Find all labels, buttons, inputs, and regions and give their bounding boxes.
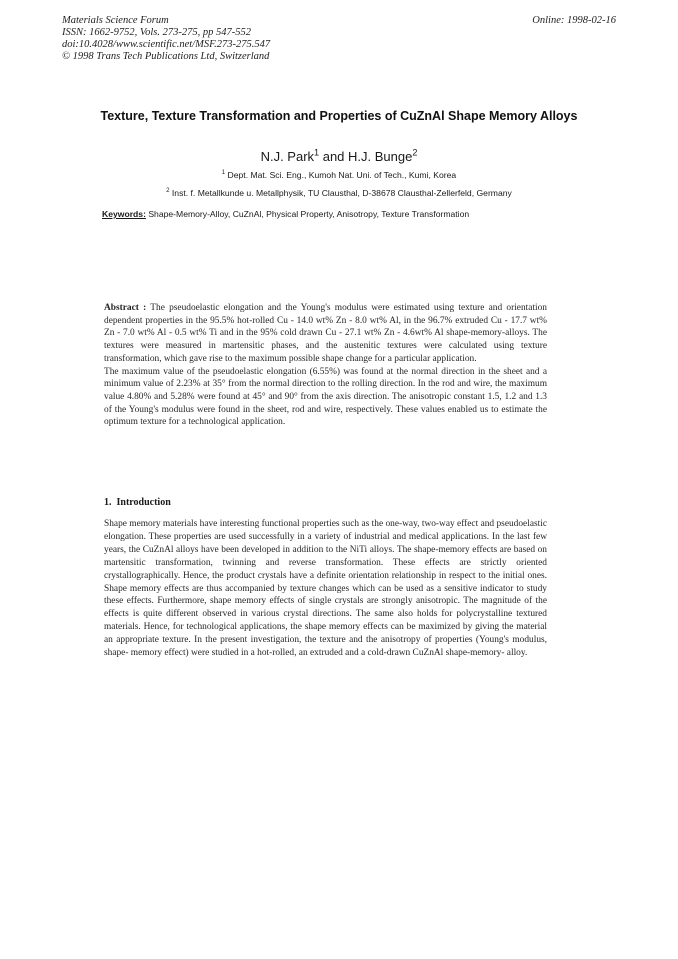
- keywords-label: Keywords:: [102, 209, 146, 219]
- paper-title: Texture, Texture Transformation and Properties of CuZnAl Shape Memory Alloys: [100, 109, 578, 123]
- section-heading-introduction: 1. Introduction: [104, 497, 171, 508]
- author-1-affil-mark: 1: [314, 147, 320, 158]
- introduction-body: [104, 518, 547, 660]
- author-line: [100, 149, 578, 165]
- affiliation-text: Dept. Mat. Sci. Eng., Kumoh Nat. Uni. of Tech., Kumi, Korea: [227, 170, 457, 180]
- abstract-paragraph-1: [104, 302, 547, 366]
- abstract-label: Abstract :: [104, 303, 147, 313]
- keywords: [102, 209, 562, 220]
- abstract-text-1: The pseudoelastic elongation and the Young's modulus were estimated using texture and orientation dependent properties in the 95.5% hot-rolled Cu - 14.0 wt% Zn - 8.0 wt% Al, in the 96.7% extruded Cu - 17.7 wt% Zn - 7.0 wt% Al - 0.5 wt% Ti and in the 95% cold drawn Cu - 27.1 wt% Zn - 4.6wt% Al shape-memory-alloys. The textures were measured in martensitic phases, and the austenitic textures were calculated using texture transformation, which gave rise to the maximum possible shape change for a particular application.: [104, 303, 547, 364]
- issn-line: ISSN: 1662-9752, Vols. 273-275, pp 547-552: [62, 27, 251, 38]
- copyright-line: © 1998 Trans Tech Publications Ltd, Switzerland: [62, 51, 270, 62]
- keywords-text: Shape-Memory-Alloy, CuZnAl, Physical Property, Anisotropy, Texture Transformation: [148, 209, 470, 219]
- journal-header: [62, 15, 270, 63]
- affiliation-1: [90, 170, 588, 181]
- abstract-paragraph-2: The maximum value of the pseudoelastic elongation (6.55%) was found at the normal direction in the sheet and a minimum value of 2.23% at 35° from the normal direction to the rolling direction. In the rod and wire, the maximum value 4.80% and 5.28% were found at 45° and 90° from the axis direction. The anisotropic constant 1.5, 1.2 and 1.3 of the Young's modulus were found in the sheet, rod and wire, respectively. These values enabled us to estimate the optimum texture for a technological application.: [104, 366, 547, 428]
- affiliation-2: [90, 188, 588, 199]
- abstract: [104, 302, 547, 429]
- journal-name: Materials Science Forum: [62, 15, 169, 26]
- author-2-affil-mark: 2: [412, 147, 418, 158]
- author-1: N.J. Park: [260, 149, 315, 164]
- introduction-paragraph: Shape memory materials have interesting functional properties such as the one-way, two-way effect and pseudoelastic elongation. These properties are used successfully in a variety of industrial and medical applications. In the last few years, the CuZnAl alloys have been developed in addition to the NiTi alloys. The shape-memory effects are based on martensitic transformation, twinning and reverse transformation. These effects are strictly oriented crystallographically. Hence, the product crystals have a definite orientation relationship in respect to the initial ones. Shape memory effects are thus accompanied by texture changes which can be used as a sensitive indicator to study these effects. Furthermore, shape memory effects of single crystals are strongly anisotropic. The magnitude of the effects is quite different observed in various crystal directions. The same also holds for polycrystalline textured materials. Hence, for technological applications, the shape memory effects can be maximized by giving the material an appropriate texture. In the present investigation, the texture and the anisotropy of properties (Young's modulus, shape- memory effect) were studied in a hot-rolled, an extruded and a cold-drawn CuZnAl shape-memory- alloy.: [104, 519, 547, 659]
- affiliation-number: 2: [166, 188, 170, 195]
- online-date: Online: 1998-02-16: [532, 15, 616, 26]
- affiliation-text: Inst. f. Metallkunde u. Metallphysik, TU Clausthal, D-38678 Clausthal-Zellerfeld, Germany: [171, 188, 512, 198]
- author-2: H.J. Bunge: [348, 149, 413, 164]
- author-separator: and: [319, 149, 349, 164]
- affiliation-number: 1: [221, 170, 226, 177]
- doi-line: doi:10.4028/www.scientific.net/MSF.273-275.547: [62, 39, 271, 50]
